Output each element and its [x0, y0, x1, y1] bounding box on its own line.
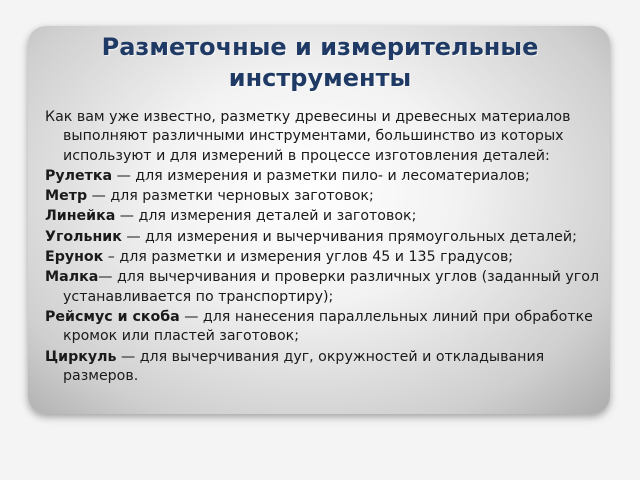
item-ruler [45, 207, 605, 226]
item-term: Малка [45, 269, 99, 286]
item-square [45, 228, 605, 247]
item-term: Циркуль [45, 348, 117, 365]
item-term: Рулетка [45, 167, 113, 184]
item-term: Линейка [45, 208, 116, 225]
item-bevel [45, 268, 605, 307]
item-description: — для измерения деталей и заготовок; [115, 208, 417, 225]
item-description: — для измерения и вычерчивания прямоугольных деталей; [121, 228, 577, 245]
item-description: — для нанесения параллельных линий при обработке кромок или пластей заготовок; [63, 308, 593, 345]
intro-paragraph: Как вам уже известно, разметку древесины и древесных материалов выполняют различными инструментами, большинство из которых используют и для измерений в процессе изготовления деталей: [45, 109, 571, 164]
item-term: Ерунок [45, 249, 104, 266]
item-description: — для измерения и разметки пило- и лесоматериалов; [112, 167, 530, 184]
item-description: — для вычерчивания и проверки различных углов (заданный угол устанавливается по транспортиру); [63, 269, 600, 305]
slide-title: Разметочные и измерительные инструменты [101, 33, 539, 92]
item-term: Метр [45, 188, 88, 205]
slide-body [45, 108, 605, 387]
item-term: Рейсмус и скоба [45, 308, 180, 325]
item-tape-measure [45, 167, 605, 186]
item-meter [45, 187, 605, 206]
item-description: – для разметки и измерения углов 45 и 135 градусов; [103, 249, 514, 266]
item-miter-square [45, 248, 605, 267]
item-description: — для разметки черновых заготовок; [87, 188, 374, 205]
item-compass [45, 348, 605, 387]
item-term: Угольник [45, 228, 122, 245]
item-description: — для вычерчивания дуг, окружностей и откладывания размеров. [63, 348, 545, 384]
item-marking-gauge [45, 308, 605, 347]
